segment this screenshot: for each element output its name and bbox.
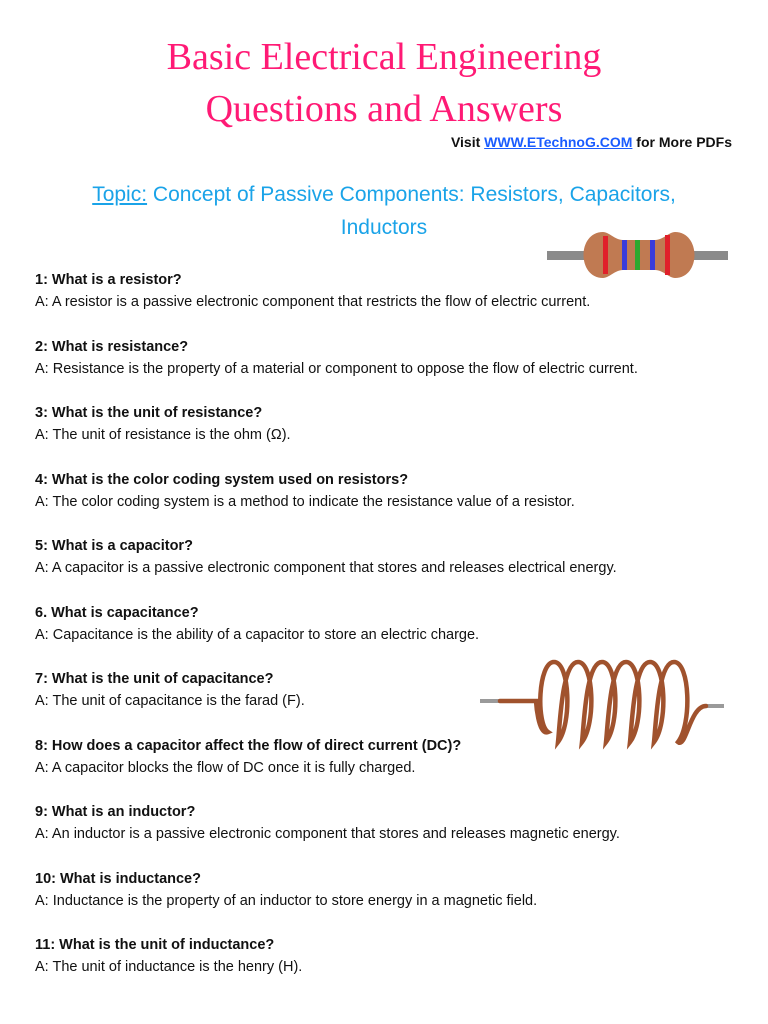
answer: A: A capacitor blocks the flow of DC once it is fully charged. bbox=[35, 759, 416, 776]
question: 2: What is resistance? bbox=[35, 338, 189, 355]
question: 5: What is a capacitor? bbox=[35, 538, 193, 554]
question: 4: What is the color coding system used on resistors? bbox=[35, 471, 409, 488]
qa-item bbox=[35, 535, 735, 579]
answer: A: A capacitor is a passive electronic component that stores and releases electrical energy. bbox=[35, 560, 617, 576]
qa-item bbox=[35, 336, 735, 380]
topic-label: Topic: bbox=[92, 183, 148, 206]
qa-item bbox=[35, 801, 735, 845]
qa-item bbox=[35, 402, 735, 446]
question: 6. What is capacitance? bbox=[35, 604, 199, 621]
answer: A: Resistance is the property of a material or component to oppose the flow of electric current. bbox=[35, 360, 638, 377]
topic-text-line1: Concept of Passive Components: Resistors, Capacitors, bbox=[147, 183, 676, 206]
qa-item bbox=[35, 269, 735, 313]
answer: A: The unit of capacitance is the farad (F). bbox=[35, 693, 305, 709]
question: 9: What is an inductor? bbox=[35, 804, 196, 820]
answer: A: An inductor is a passive electronic component that stores and releases magnetic energy. bbox=[35, 826, 620, 842]
qa-item bbox=[35, 735, 735, 779]
visit-note bbox=[451, 134, 732, 150]
question: 7: What is the unit of capacitance? bbox=[35, 671, 274, 687]
qa-item bbox=[35, 469, 735, 513]
qa-item bbox=[35, 602, 735, 646]
question: 3: What is the unit of resistance? bbox=[35, 405, 263, 421]
question: 1: What is a resistor? bbox=[35, 272, 182, 288]
page-title-line2: Questions and Answers bbox=[205, 88, 563, 130]
topic-heading bbox=[0, 183, 768, 207]
question: 10: What is inductance? bbox=[35, 870, 201, 887]
answer: A: The unit of resistance is the ohm (Ω). bbox=[35, 427, 291, 443]
answer: A: Inductance is the property of an inductor to store energy in a magnetic field. bbox=[35, 892, 538, 909]
visit-suffix: for More PDFs bbox=[632, 134, 732, 150]
qa-item bbox=[35, 668, 735, 712]
answer: A: The color coding system is a method to indicate the resistance value of a resistor. bbox=[35, 493, 575, 510]
website-link[interactable]: WWW.ETechnoG.COM bbox=[484, 134, 633, 150]
qa-item bbox=[35, 868, 735, 912]
qa-item bbox=[35, 934, 735, 978]
topic-text-line2: Inductors bbox=[340, 216, 428, 239]
question: 8: How does a capacitor affect the flow of direct current (DC)? bbox=[35, 737, 462, 754]
visit-prefix: Visit bbox=[450, 134, 485, 150]
answer: A: Capacitance is the ability of a capacitor to store an electric charge. bbox=[35, 626, 480, 643]
answer: A: The unit of inductance is the henry (H). bbox=[35, 959, 303, 975]
question: 11: What is the unit of inductance? bbox=[35, 937, 275, 953]
answer: A: A resistor is a passive electronic component that restricts the flow of electric current. bbox=[35, 294, 591, 310]
page-title-line1: Basic Electrical Engineering bbox=[166, 36, 602, 78]
